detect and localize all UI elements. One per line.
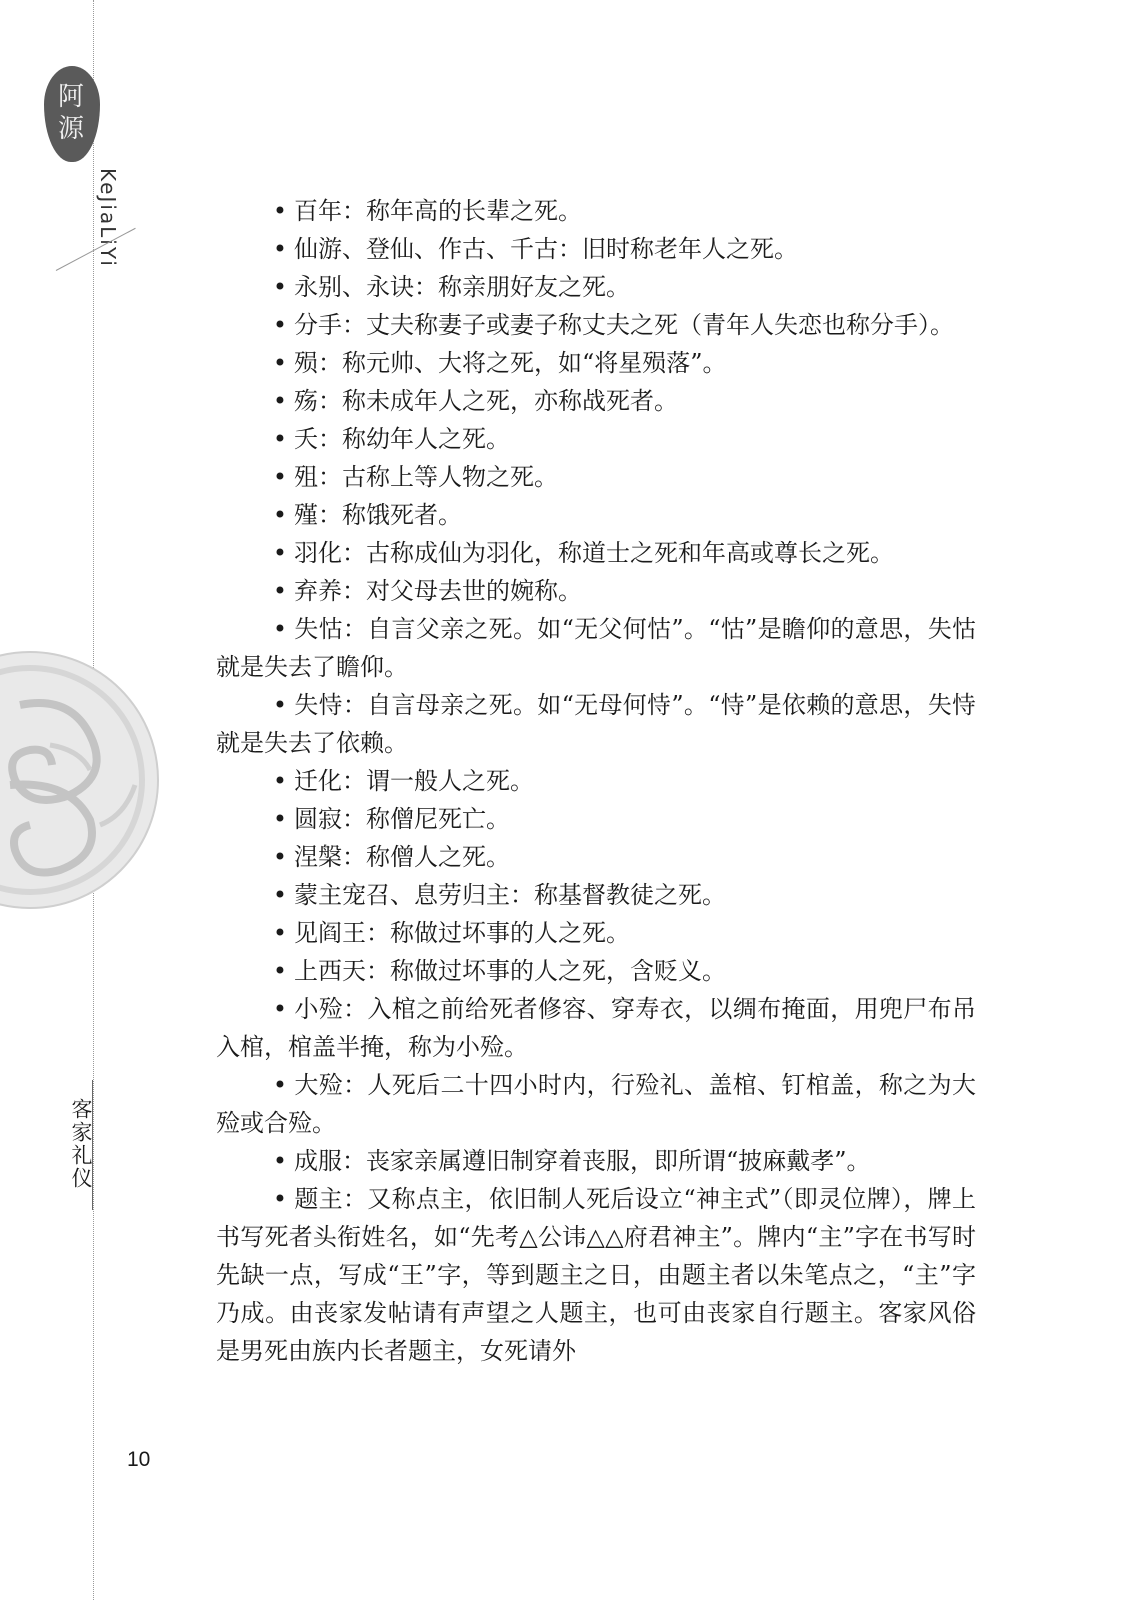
entry-text: 失怙：自言父亲之死。如“无父何怙”。“怙”是瞻仰的意思，失怙就是失去了瞻仰。	[216, 615, 976, 681]
entry	[216, 534, 976, 572]
seal-logo	[44, 66, 100, 162]
seal-glyph-top: 阿	[58, 82, 85, 112]
bullet: •	[272, 767, 288, 795]
bullet: •	[272, 273, 288, 301]
entry	[216, 800, 976, 838]
entry	[216, 762, 976, 800]
entry-text: 殒：称元帅、大将之死，如“将星殒落”。	[294, 349, 727, 377]
entry	[216, 192, 976, 230]
entry-text: 涅槃：称僧人之死。	[294, 843, 510, 871]
entry	[216, 914, 976, 952]
entry	[216, 1142, 976, 1180]
entry	[216, 306, 976, 344]
page-number: 10	[127, 1448, 151, 1471]
entry	[216, 572, 976, 610]
entry	[216, 496, 976, 534]
entry	[216, 990, 976, 1066]
entry	[216, 420, 976, 458]
entry-text: 弃养：对父母去世的婉称。	[294, 577, 582, 605]
entry-text: 夭：称幼年人之死。	[294, 425, 510, 453]
entry	[216, 838, 976, 876]
entry-text: 殇：称未成年人之死，亦称战死者。	[294, 387, 678, 415]
bullet: •	[272, 1071, 288, 1099]
bullet: •	[272, 311, 288, 339]
series-label: KeJiaLiYi	[96, 168, 120, 268]
entry-text: 大殓：人死后二十四小时内，行殓礼、盖棺、钉棺盖，称之为大殓或合殓。	[216, 1071, 976, 1137]
bullet: •	[272, 539, 288, 567]
entry	[216, 1180, 976, 1370]
entry-text: 上西天：称做过坏事的人之死，含贬义。	[294, 957, 726, 985]
entry-text: 百年：称年高的长辈之死。	[294, 197, 582, 225]
entry-text: 失恃：自言母亲之死。如“无母何恃”。“恃”是依赖的意思，失恃就是失去了依赖。	[216, 691, 976, 757]
bullet: •	[272, 349, 288, 377]
bullet: •	[272, 1147, 288, 1175]
bullet: •	[272, 1185, 288, 1213]
bullet: •	[272, 197, 288, 225]
entry-text: 殂：古称上等人物之死。	[294, 463, 558, 491]
entry	[216, 952, 976, 990]
entry	[216, 610, 976, 686]
seal-glyph-bottom: 源	[58, 114, 85, 144]
entry-text: 迁化：谓一般人之死。	[294, 767, 534, 795]
entry	[216, 458, 976, 496]
bullet: •	[272, 501, 288, 529]
entry-text: 分手：丈夫称妻子或妻子称丈夫之死（青年人失恋也称分手）。	[294, 311, 954, 339]
entry-text: 题主：又称点主，依旧制人死后设立“神主式”（即灵位牌），牌上书写死者头衔姓名，如“先考△公讳△△府君神主”。牌内“主”字在书写时先缺一点，写成“王”字，等到题主之日，由题主者以朱笔点之，“主”字乃成。由丧家发帖请有声望之人题主，也可由丧家自行题主。客家风俗是男死由族内长者题主，女死请外	[216, 1185, 976, 1365]
entry-text: 成服：丧家亲属遵旧制穿着丧服，即所谓“披麻戴孝”。	[294, 1147, 871, 1175]
entry-text: 小殓：入棺之前给死者修容、穿寿衣，以绸布掩面，用兜尸布吊入棺，棺盖半掩，称为小殓。	[216, 995, 976, 1061]
entry-text: 圆寂：称僧尼死亡。	[294, 805, 510, 833]
bullet: •	[272, 881, 288, 909]
entry-text: 永别、永诀：称亲朋好友之死。	[294, 273, 630, 301]
bullet: •	[272, 235, 288, 263]
bullet: •	[272, 425, 288, 453]
entry-text: 见阎王：称做过坏事的人之死。	[294, 919, 630, 947]
bullet: •	[272, 843, 288, 871]
entry	[216, 268, 976, 306]
cloud-ornament	[0, 645, 160, 915]
entry	[216, 382, 976, 420]
bullet: •	[272, 615, 288, 643]
bullet: •	[272, 577, 288, 605]
entry-list	[216, 192, 976, 1370]
entry	[216, 686, 976, 762]
entry	[216, 1066, 976, 1142]
bullet: •	[272, 691, 288, 719]
entry	[216, 876, 976, 914]
book-title: 客家礼仪	[69, 1098, 93, 1190]
entry-text: 蒙主宠召、息劳归主：称基督教徒之死。	[294, 881, 726, 909]
bullet: •	[272, 387, 288, 415]
entry-text: 羽化：古称成仙为羽化，称道士之死和年高或尊长之死。	[294, 539, 894, 567]
entry-text: 仙游、登仙、作古、千古：旧时称老年人之死。	[294, 235, 798, 263]
entry-text: 殣：称饿死者。	[294, 501, 462, 529]
entry	[216, 230, 976, 268]
entry	[216, 344, 976, 382]
bullet: •	[272, 463, 288, 491]
bullet: •	[272, 919, 288, 947]
bullet: •	[272, 995, 288, 1023]
bullet: •	[272, 805, 288, 833]
bullet: •	[272, 957, 288, 985]
